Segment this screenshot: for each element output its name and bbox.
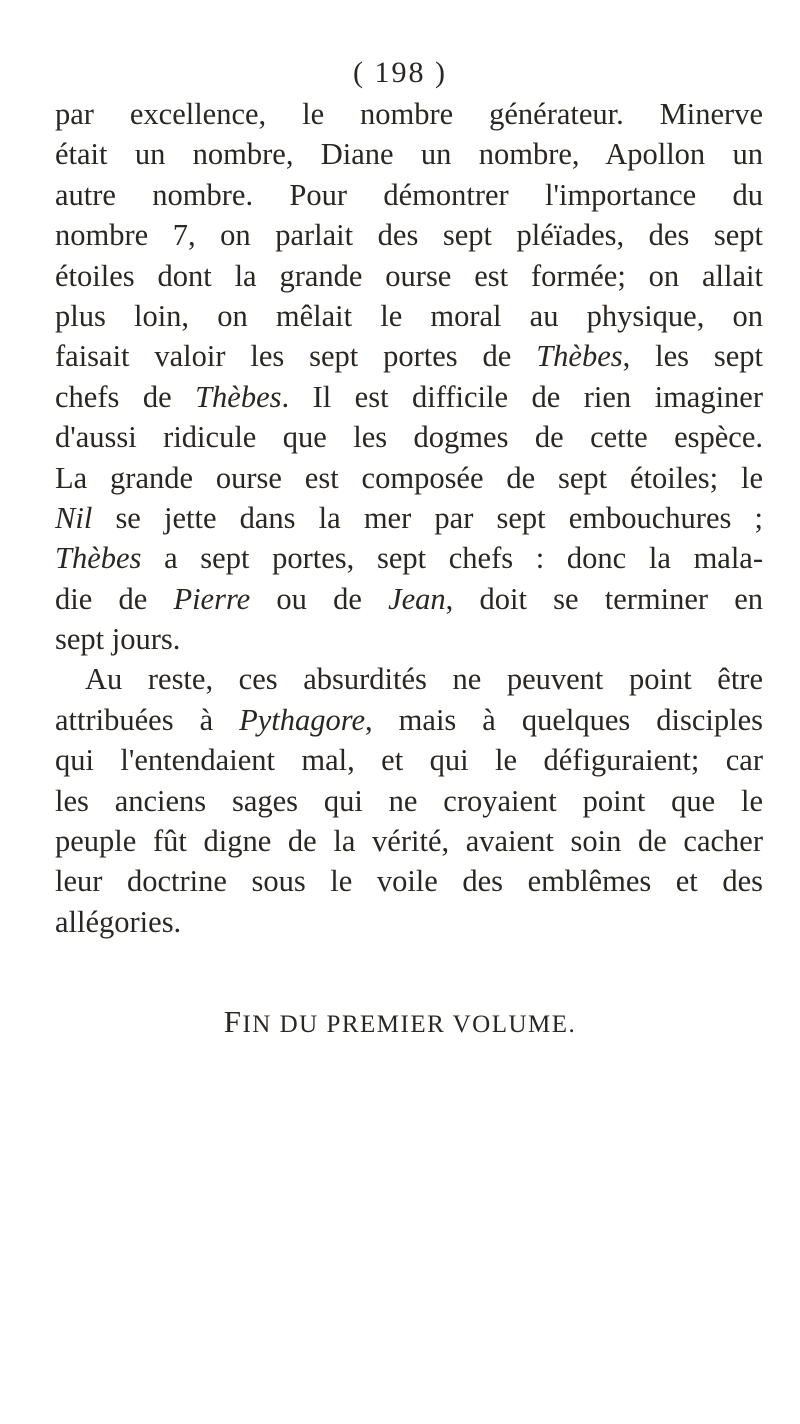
text-line: peuple fût digne de la vérité, avaient soin de cacher — [55, 824, 763, 859]
text-segment: faisait valoir les sept portes de — [55, 339, 537, 374]
text-line: d'aussi ridicule que les dogmes de cette espèce. — [55, 420, 763, 455]
text-line — [55, 377, 763, 417]
text-line: Au reste, ces absurdités ne peuvent point être — [85, 662, 763, 697]
text-segment: chefs de — [55, 379, 196, 414]
paragraph-2 — [55, 659, 763, 942]
italic-name: Jean — [388, 581, 446, 616]
text-line: allégories. — [55, 904, 182, 939]
text-line — [55, 336, 763, 376]
text-line: sept jours. — [55, 622, 181, 657]
text-segment: attribuées à — [55, 702, 240, 737]
body-text — [55, 94, 763, 942]
text-line: les anciens sages qui ne croyaient point que le — [55, 783, 763, 818]
text-segment: , mais à quelques disciples — [365, 702, 763, 737]
text-line: nombre 7, on parlait des sept pléïades, des sept — [55, 218, 763, 253]
text-line — [55, 498, 763, 538]
text-line: autre nombre. Pour démontrer l'importance du — [55, 177, 763, 212]
text-segment: , doit se terminer en — [445, 581, 763, 616]
text-segment: se jette dans la mer par sept embouchures ; — [92, 500, 763, 535]
paragraph-1 — [55, 94, 763, 659]
text-line — [55, 700, 763, 740]
text-line: leur doctrine sous le voile des emblêmes et des — [55, 864, 763, 899]
text-line: par excellence, le nombre générateur. Minerve — [55, 97, 763, 131]
end-of-volume-note — [0, 1004, 800, 1040]
footer-text: IN DU PREMIER VOLUME. — [242, 1011, 577, 1038]
text-segment: . Il est difficile de rien imaginer — [281, 379, 764, 414]
text-line — [55, 579, 763, 619]
italic-name: Thèbes — [55, 541, 142, 576]
text-segment: ou de — [250, 581, 389, 616]
italic-name: Thèbes — [536, 339, 623, 374]
italic-name: Pythagore — [239, 702, 366, 737]
text-segment: die de — [55, 581, 174, 616]
italic-name: Nil — [55, 500, 93, 535]
text-line: était un nombre, Diane un nombre, Apollon un — [55, 137, 763, 172]
text-line: plus loin, on mêlait le moral au physique, on — [55, 298, 763, 333]
page-number: ( 198 ) — [353, 56, 447, 89]
text-segment: a sept portes, sept chefs : donc la mala- — [141, 541, 763, 576]
footer-initial: F — [223, 1004, 243, 1039]
text-line — [55, 538, 763, 578]
text-segment: , les sept — [622, 339, 763, 374]
text-line: étoiles dont la grande ourse est formée; on allait — [55, 258, 763, 293]
text-line: qui l'entendaient mal, et qui le défiguraient; car — [55, 743, 763, 778]
italic-name: Pierre — [173, 581, 251, 616]
italic-name: Thèbes — [195, 379, 282, 414]
text-line: La grande ourse est composée de sept étoiles; le — [55, 460, 763, 495]
